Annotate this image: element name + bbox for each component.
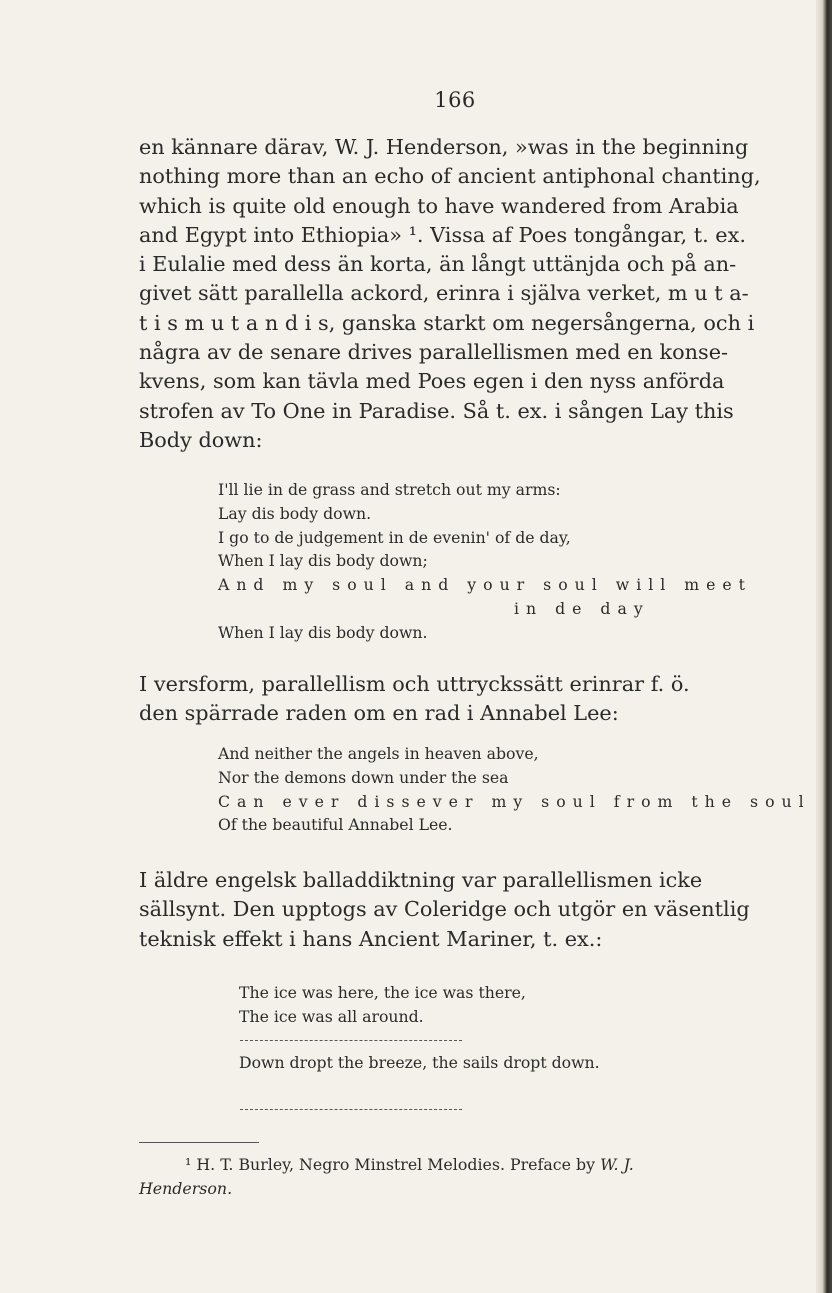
text-line: I äldre engelsk balladdiktning var parallellismen icke <box>139 868 703 892</box>
footnote <box>139 1153 782 1201</box>
verse-line: The ice was all around. <box>239 1006 424 1026</box>
verse-line: When I lay dis body down. <box>218 622 428 642</box>
verse-line: Down dropt the breeze, the sails dropt down. <box>239 1053 600 1072</box>
verse-annabel-lee <box>218 742 811 837</box>
text-line: nothing more than an echo of ancient antiphonal chanting, <box>139 164 761 189</box>
verse-lay-this-body-down <box>218 478 752 645</box>
text-line: sällsynt. Den upptogs av Coleridge och utgör en väsentlig <box>139 897 750 922</box>
text-line: givet sätt parallella ackord, erinra i själva verket, m u t a- <box>139 281 749 306</box>
verse-line: The ice was here, the ice was there, <box>239 983 526 1002</box>
verse-line-spaced: Can ever dissever my soul from the soul <box>218 791 811 811</box>
paragraph-3 <box>139 866 782 954</box>
text-line: and Egypt into Ethiopia» ¹. Vissa af Poes tongångar, t. ex. <box>139 222 746 247</box>
footnote-author-first: W. J. <box>600 1155 634 1174</box>
verse-line: When I lay dis body down; <box>218 551 428 571</box>
verse-ancient-mariner <box>239 981 526 1029</box>
verse-line: I'll lie in de grass and stretch out my arms: <box>218 480 561 499</box>
verse-ancient-mariner-2 <box>239 1051 600 1075</box>
text-line: den spärrade raden om en rad i Annabel Lee: <box>139 701 619 726</box>
footnote-mark: ¹ <box>185 1155 192 1174</box>
text-line: strofen av To One in Paradise. Så t. ex. i sången Lay this <box>139 398 734 423</box>
verse-line-spaced: And my soul and your soul will meet <box>218 575 752 595</box>
omission-dashes <box>240 1040 462 1041</box>
text-line: which is quite old enough to have wandered from Arabia <box>139 193 739 218</box>
page-number: 166 <box>434 88 476 112</box>
footnote-line <box>139 1153 782 1177</box>
text-line: några av de senare drives parallellismen med en konse- <box>139 340 729 365</box>
verse-line: Nor the demons down under the sea <box>218 767 509 787</box>
footnote-rule <box>139 1142 259 1143</box>
text-line: t i s m u t a n d i s, ganska starkt om negersångerna, och i <box>139 310 755 335</box>
text-line: kvens, som kan tävla med Poes egen i den nyss anförda <box>139 369 725 394</box>
text-line: Body down: <box>139 427 263 452</box>
text-line: teknisk effekt i hans Ancient Mariner, t. ex.: <box>139 926 603 951</box>
paragraph-2 <box>139 670 782 729</box>
text-line: I versform, parallellism och uttryckssätt erinrar f. ö. <box>139 672 690 696</box>
verse-line-spaced: in de day <box>514 598 650 618</box>
footnote-author-last: Henderson. <box>139 1179 233 1198</box>
footnote-text: H. T. Burley, Negro Minstrel Melodies. Preface by <box>196 1155 596 1174</box>
paragraph-1 <box>139 133 782 455</box>
omission-dashes <box>240 1109 462 1110</box>
verse-line: I go to de judgement in de evenin' of de day, <box>218 527 571 547</box>
page-edge-shadow <box>816 0 832 1293</box>
verse-line: Lay dis body down. <box>218 503 372 523</box>
verse-line: Of the beautiful Annabel Lee. <box>218 815 453 835</box>
verse-line: And neither the angels in heaven above, <box>218 744 539 763</box>
text-line: en kännare därav, W. J. Henderson, »was in the beginning <box>139 135 749 159</box>
text-line: i Eulalie med dess än korta, än långt uttänjda och på an- <box>139 252 737 277</box>
